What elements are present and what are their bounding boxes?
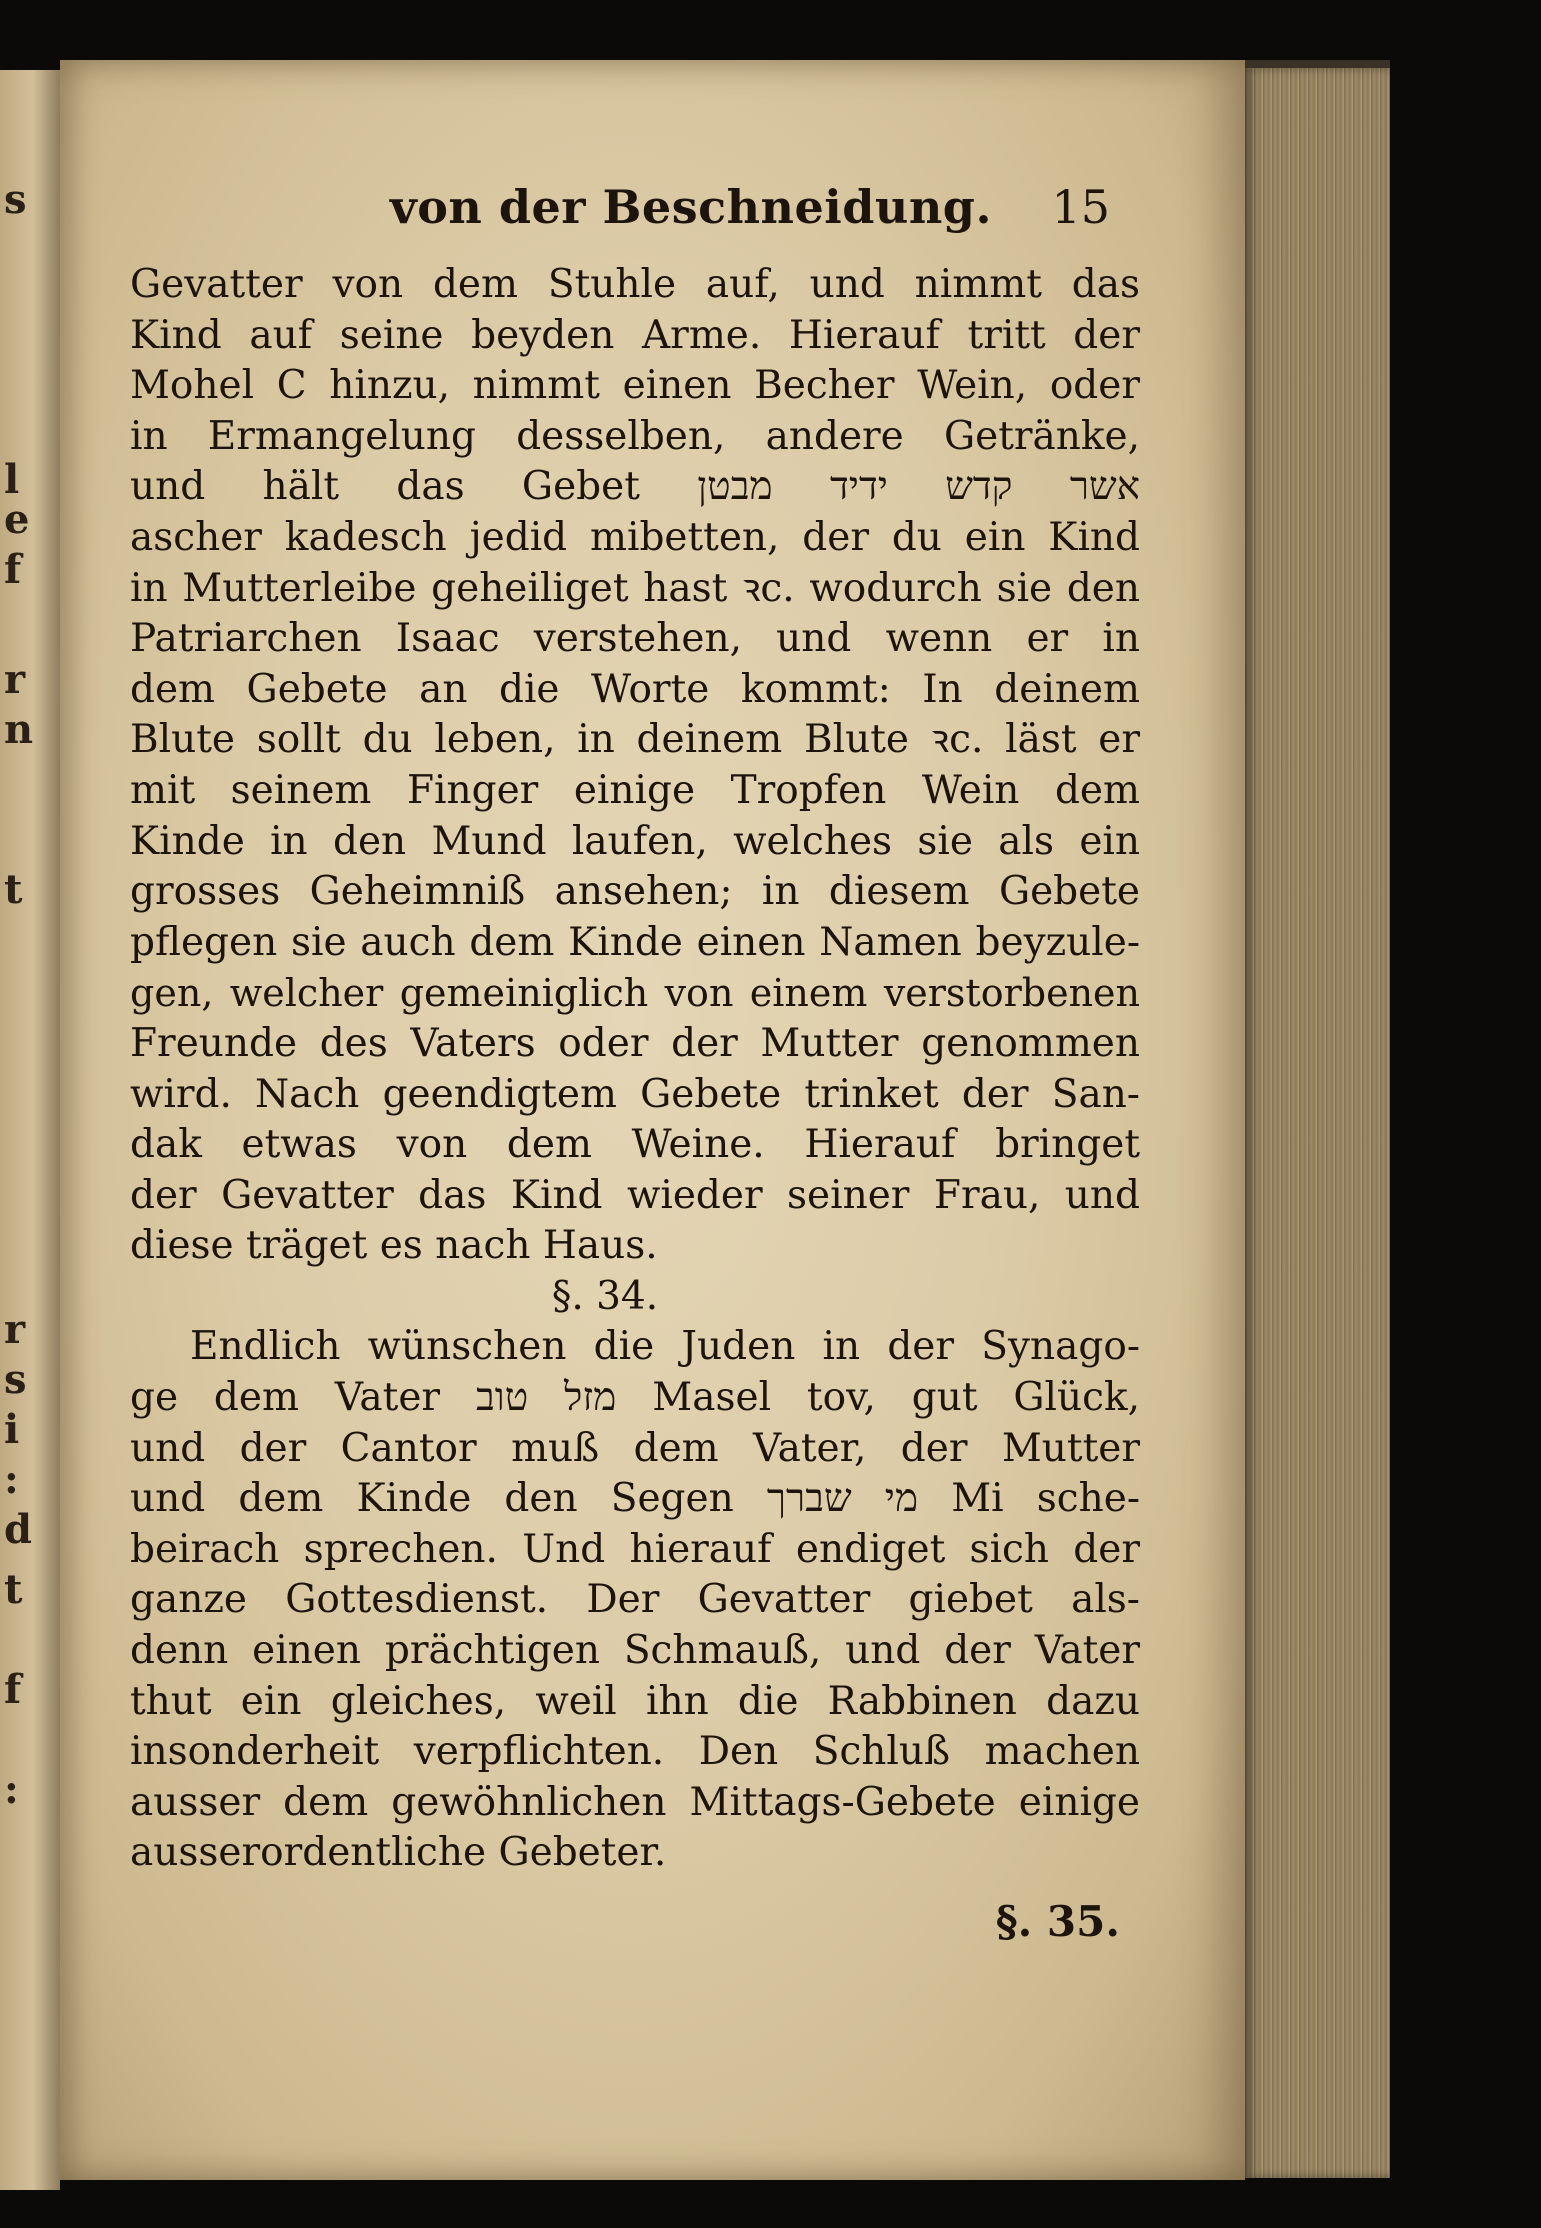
text-line: grosses Geheimniß ansehen; in diesem Gebete <box>130 869 1140 915</box>
text-line: dak etwas von dem Weine. Hierauf bringet <box>130 1122 1140 1168</box>
text-line: und der Cantor muß dem Vater, der Mutter <box>130 1425 1140 1471</box>
bleed-char: s <box>4 176 27 223</box>
text-line: wird. Nach geendigtem Gebete trinket der San- <box>130 1071 1140 1117</box>
bleed-char: t <box>4 1566 23 1613</box>
text-line: in Ermangelung desselben, andere Getränke, <box>130 413 1140 459</box>
bleed-char: f <box>4 1666 22 1713</box>
text-line: gen, welcher gemeiniglich von einem verstorbenen <box>130 971 1140 1016</box>
bleed-char: l <box>4 456 20 503</box>
section-heading: §. 34. <box>551 1273 659 1319</box>
text-line: ge dem Vater מזל טוב Masel tov, gut Glück, <box>130 1375 1141 1421</box>
paragraph-2 <box>130 1322 1140 1879</box>
running-head: von der Beschneidung. <box>390 180 992 234</box>
page-header <box>130 180 1140 260</box>
text-line: Kind auf seine beyden Arme. Hierauf tritt der <box>130 312 1140 358</box>
text-line: thut ein gleiches, weil ihn die Rabbinen dazu <box>130 1678 1140 1724</box>
text-line: mit seinem Finger einige Tropfen Wein dem <box>130 767 1140 813</box>
text-line: Gevatter von dem Stuhle auf, und nimmt das <box>130 262 1140 307</box>
previous-page-edge <box>0 70 60 2190</box>
bleed-char: d <box>4 1506 32 1553</box>
bleed-char: : <box>4 1766 19 1813</box>
text-line: ascher kadesch jedid mibetten, der du ein Kind <box>130 514 1140 560</box>
text-line: denn einen prächtigen Schmauß, und der Vater <box>130 1628 1140 1674</box>
text-line: Kinde in den Mund laufen, welches sie als ein <box>130 818 1140 864</box>
catchword-row <box>130 1897 1140 1957</box>
catchword: §. 35. <box>995 1897 1120 1946</box>
bleed-char: n <box>4 706 34 753</box>
text-line: Mohel C hinzu, nimmt einen Becher Wein, oder <box>130 363 1140 409</box>
text-line: ganze Gottesdienst. Der Gevatter giebet als- <box>130 1577 1140 1623</box>
text-line: in Mutterleibe geheiliget hast ꝛc. wodurch sie den <box>130 565 1140 611</box>
bleed-char: : <box>4 1456 19 1503</box>
text-line: Freunde des Vaters oder der Mutter genommen <box>130 1020 1140 1066</box>
bleed-char: e <box>4 496 30 543</box>
text-line: Endlich wünschen die Juden in der Synago- <box>190 1324 1140 1370</box>
bleed-char: r <box>4 656 26 703</box>
text-line: ausser dem gewöhnlichen Mittags-Gebete einige <box>130 1779 1140 1825</box>
text-line: ausserordentliche Gebeter. <box>130 1830 667 1876</box>
bleed-char: i <box>4 1406 20 1453</box>
page-number: 15 <box>1051 180 1110 234</box>
bleed-char: s <box>4 1356 27 1403</box>
text-line: beirach sprechen. Und hierauf endiget sich der <box>130 1526 1140 1572</box>
text-line: Blute sollt du leben, in deinem Blute ꝛc. läst er <box>130 717 1140 763</box>
bleed-char: r <box>4 1306 26 1353</box>
paragraph-1 <box>130 260 1140 1272</box>
text-line: pflegen sie auch dem Kinde einen Namen beyzule- <box>130 919 1140 965</box>
text-line: und hält das Gebet אשר קדש ידיד מבטן <box>130 464 1140 510</box>
text-line: und dem Kinde den Segen מי שברך Mi sche- <box>130 1476 1141 1522</box>
book-fore-edge <box>1245 68 1390 2178</box>
book-page <box>60 60 1245 2180</box>
text-line: dem Gebete an die Worte kommt: In deinem <box>130 666 1140 712</box>
text-line: Patriarchen Isaac verstehen, und wenn er in <box>130 616 1140 662</box>
page-text <box>130 180 1140 1957</box>
text-line: insonderheit verpflichten. Den Schluß machen <box>130 1729 1140 1775</box>
bleed-char: t <box>4 866 23 913</box>
text-line: diese träget es nach Haus. <box>130 1223 658 1269</box>
bleed-char: f <box>4 546 22 593</box>
text-line: der Gevatter das Kind wieder seiner Frau, und <box>130 1172 1140 1218</box>
